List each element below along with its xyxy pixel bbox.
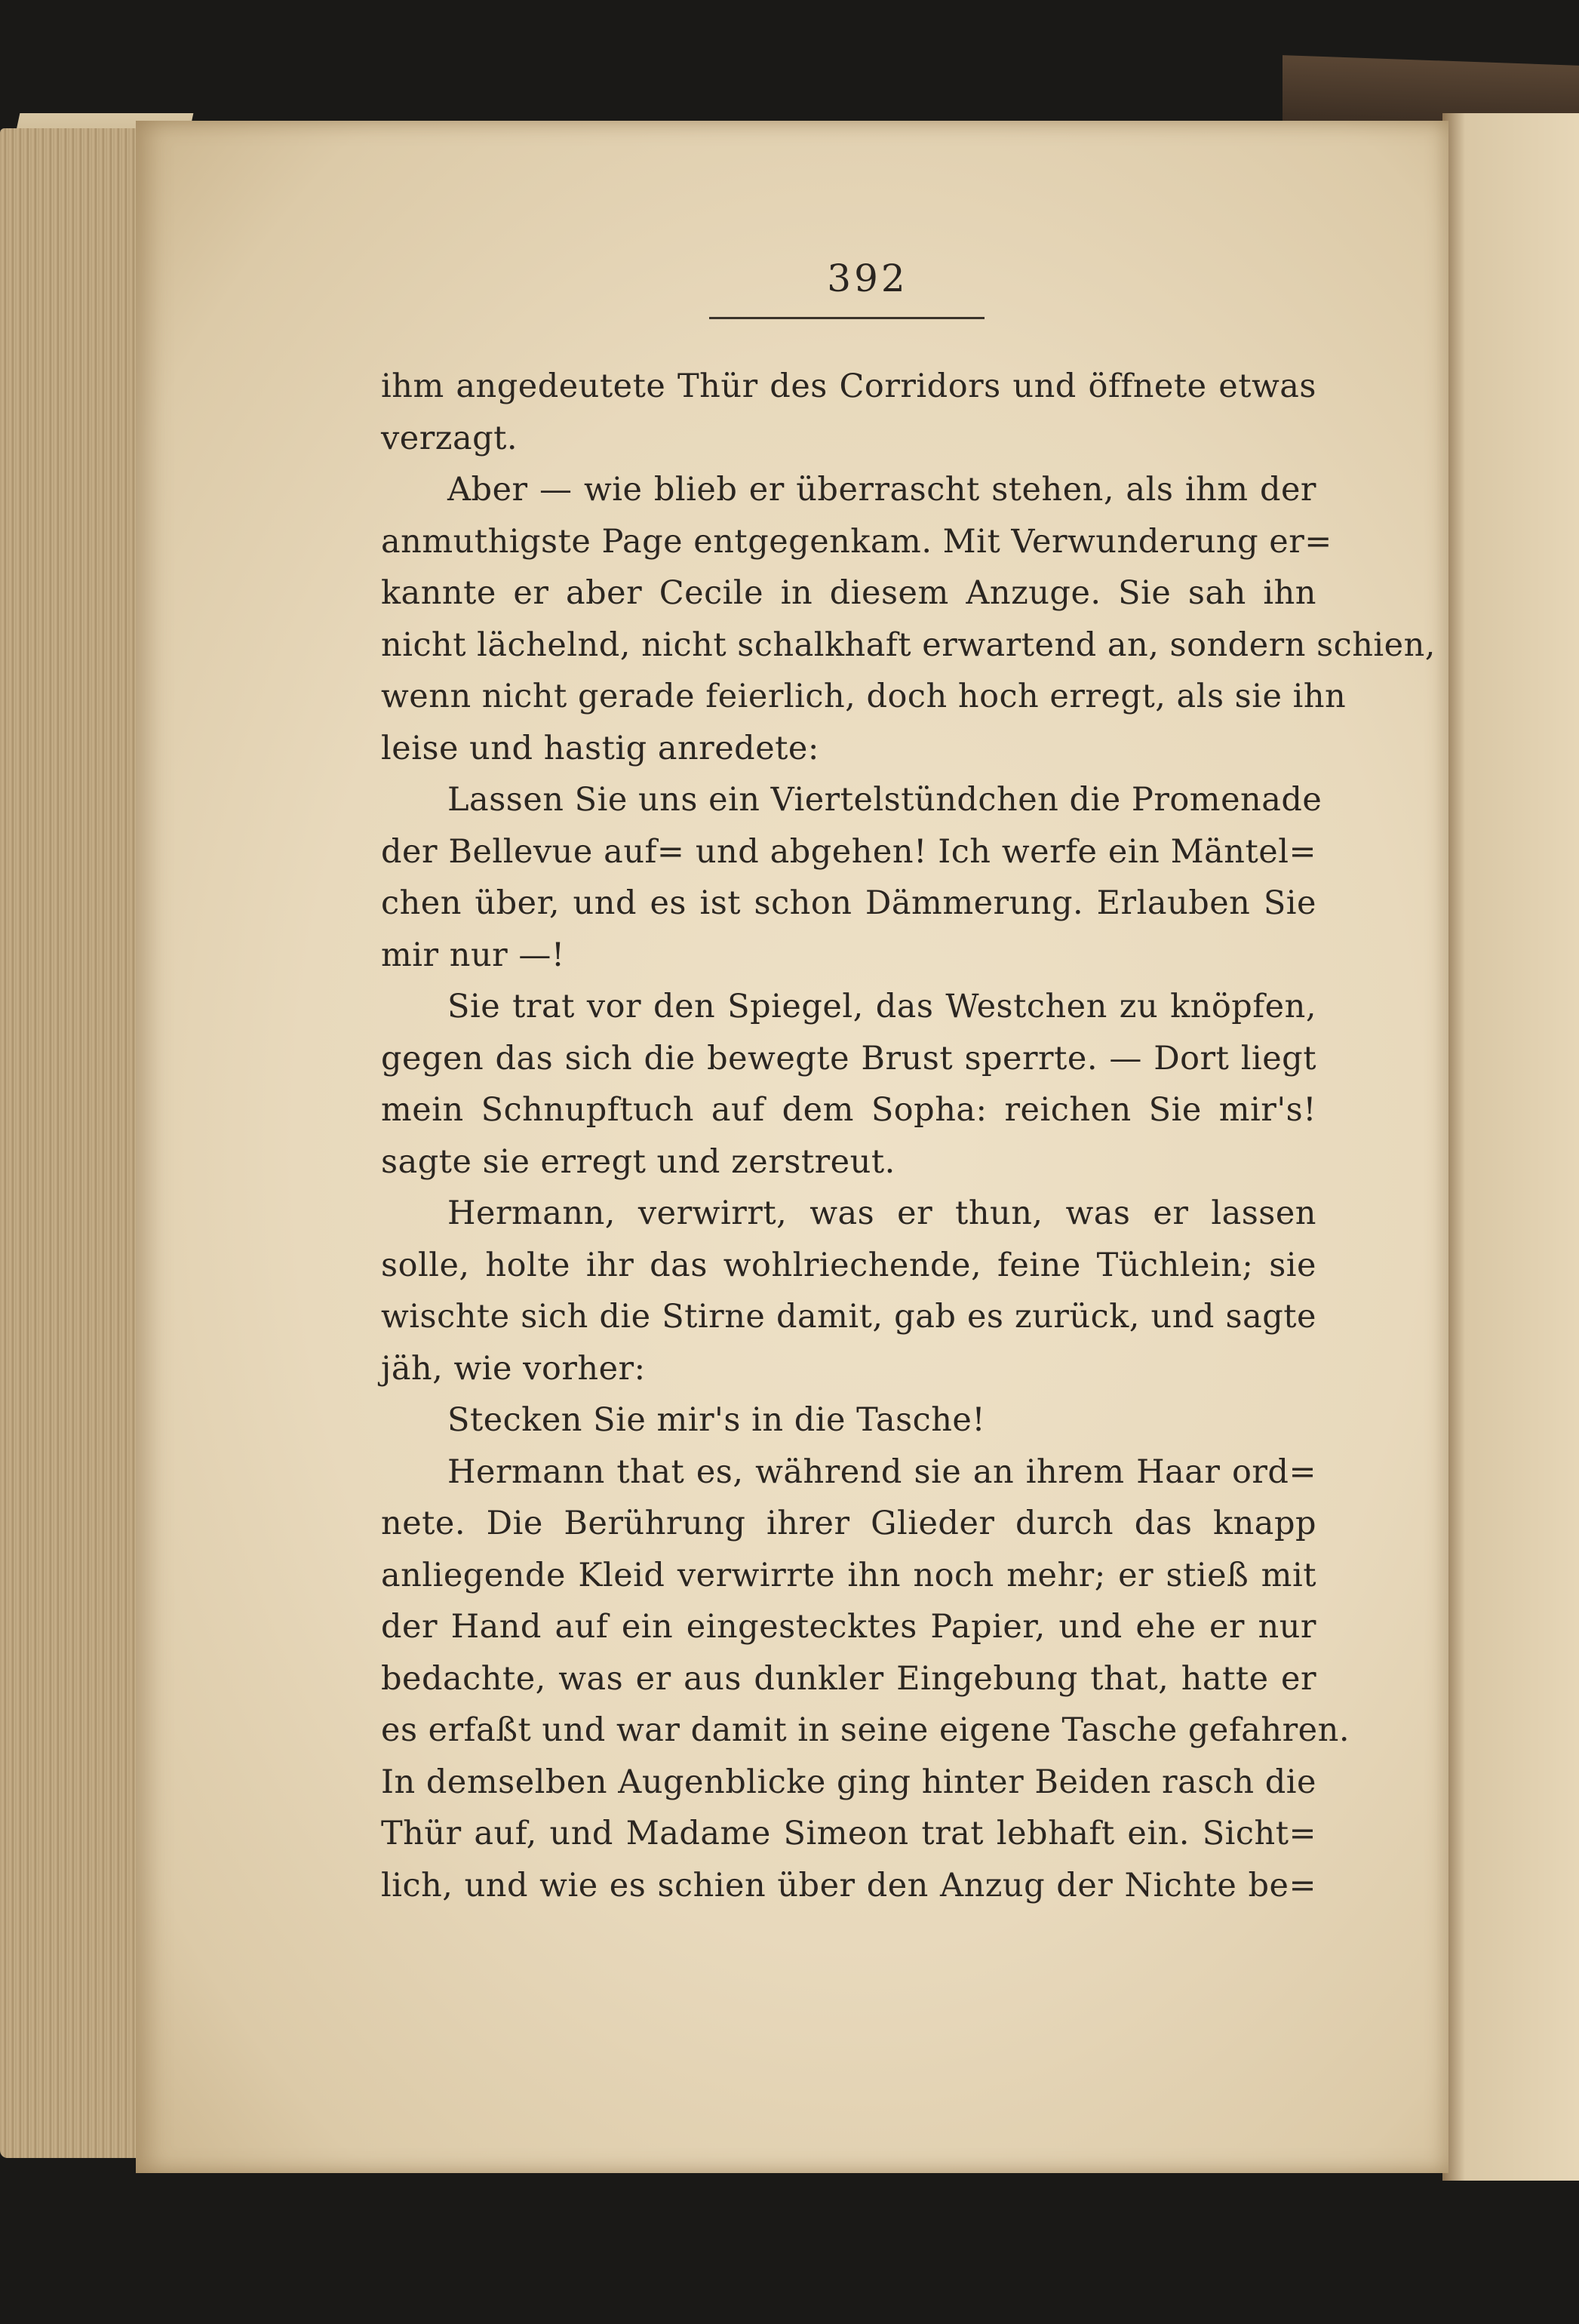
page-stack-edge bbox=[0, 128, 151, 2158]
text-line: anliegende Kleid verwirrte ihn noch mehr; er stieß mit bbox=[381, 1556, 1316, 1594]
body-text bbox=[381, 361, 1436, 1911]
text-line: kannte er aber Cecile in diesem Anzuge. Sie sah ihn bbox=[381, 574, 1316, 612]
text-line: In demselben Augenblicke ging hinter Beiden rasch die bbox=[381, 1763, 1316, 1801]
text-line: anmuthigste Page entgegenkam. Mit Verwunderung er= bbox=[381, 522, 1332, 561]
facing-page-edge bbox=[1442, 113, 1579, 2181]
text-line: chen über, und es ist schon Dämmerung. Erlauben Sie bbox=[381, 884, 1316, 922]
text-line: sagte sie erregt und zerstreut. bbox=[381, 1142, 895, 1181]
text-line: Hermann, verwirrt, was er thun, was er lassen bbox=[447, 1194, 1316, 1232]
text-line: Lassen Sie uns ein Viertelstündchen die Promenade bbox=[447, 781, 1322, 819]
text-line: Thür auf, und Madame Simeon trat lebhaft ein. Sicht= bbox=[381, 1815, 1316, 1852]
text-line: mir nur —! bbox=[381, 936, 565, 974]
text-line: wenn nicht gerade feierlich, doch hoch erregt, als sie ihn bbox=[381, 678, 1347, 715]
text-line: wischte sich die Stirne damit, gab es zurück, und sagte bbox=[381, 1298, 1316, 1336]
text-line: solle, holte ihr das wohlriechende, feine Tüchlein; sie bbox=[381, 1246, 1316, 1284]
text-line: gegen das sich die bewegte Brust sperrte. — Dort liegt bbox=[381, 1039, 1316, 1077]
text-line: jäh, wie vorher: bbox=[381, 1349, 646, 1388]
text-line: leise und hastig anredete: bbox=[381, 729, 819, 767]
text-line: ihm angedeutete Thür des Corridors und öffnete etwas bbox=[381, 367, 1316, 405]
text-line: der Hand auf ein eingestecktes Papier, und ehe er nur bbox=[381, 1608, 1316, 1646]
text-line: bedachte, was er aus dunkler Eingebung that, hatte er bbox=[381, 1659, 1316, 1698]
text-line: nicht lächelnd, nicht schalkhaft erwartend an, sondern schien, bbox=[381, 626, 1436, 664]
text-line: verzagt. bbox=[381, 419, 518, 457]
text-line: lich, und wie es schien über den Anzug der Nichte be= bbox=[381, 1866, 1316, 1904]
text-line: Hermann that es, während sie an ihrem Haar ord= bbox=[447, 1452, 1316, 1491]
text-line: Stecken Sie mir's in die Tasche! bbox=[447, 1401, 986, 1439]
text-line: mein Schnupftuch auf dem Sopha: reichen Sie mir's! bbox=[381, 1091, 1316, 1129]
text-line: Aber — wie blieb er überrascht stehen, als ihm der bbox=[447, 471, 1316, 509]
text-line: nete. Die Berührung ihrer Glieder durch das knapp bbox=[381, 1505, 1316, 1542]
header-rule bbox=[709, 317, 985, 319]
text-line: der Bellevue auf= und abgehen! Ich werfe ein Mäntel= bbox=[381, 832, 1316, 871]
text-line: Sie trat vor den Spiegel, das Westchen zu knöpfen, bbox=[447, 988, 1316, 1025]
text-line: es erfaßt und war damit in seine eigene Tasche gefahren. bbox=[381, 1711, 1350, 1749]
page-number: 392 bbox=[827, 257, 908, 300]
